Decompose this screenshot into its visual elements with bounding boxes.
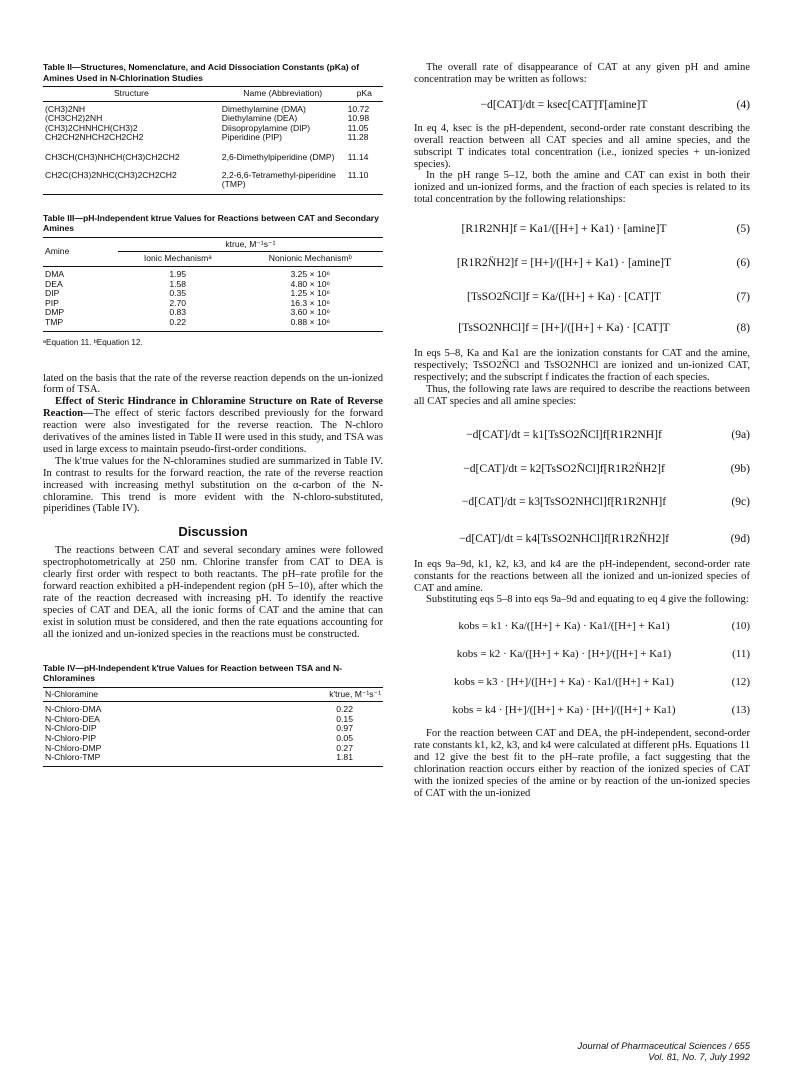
table2-header-pka: pKa xyxy=(356,88,372,98)
right-paragraph-3: In the pH range 5–12, both the amine and CAT can exist in both their ionized and un-ionized forms, and the fraction of each species is related to its total concentration by the following relationships: xyxy=(414,170,750,206)
left-paragraph-1: lated on the basis that the rate of the reverse reaction depends on the un-ionized form of TSA. xyxy=(43,372,383,396)
equation-12 xyxy=(414,676,750,688)
equation-number: (6) xyxy=(736,256,750,270)
equation-9b xyxy=(414,462,750,475)
equation-number: (10) xyxy=(731,620,750,633)
ktrue-cell: 0.05 xyxy=(336,733,353,743)
equation-number: (9d) xyxy=(730,531,750,545)
equation-10 xyxy=(414,620,750,632)
name-cell: Dimethylamine (DMA) xyxy=(221,103,306,114)
table2-caption: Table II—Structures, Nomenclature, and Acid Dissociation Constants (pKa) of Amines Used in N-Chlorination Studies xyxy=(43,62,360,83)
nonionic-cell: 4.80 × 10⁶ xyxy=(290,278,331,289)
right-paragraph-8: For the reaction between CAT and DEA, the pH-independent, second-order rate constants k1, k2, k3, and k4 were calculated at different pHs. Equations 11 and 12 give the best fit to the pH–rate profile, a fact suggesting that the chlorination reaction occurs either by reaction of the ionized species of CAT with the ionized species of the amine or by reaction of the un-ionized species of CAT with the un-ionized xyxy=(414,728,750,799)
equation-number: (13) xyxy=(731,704,750,717)
equation-9c xyxy=(414,495,750,508)
table4-caption: Table IV—pH-Independent k′true Values for Reaction between TSA and N-Chloramines xyxy=(43,662,343,684)
nonionic-cell: 3.60 × 10⁶ xyxy=(290,307,331,318)
table3-header-amine: Amine xyxy=(45,246,70,257)
equation-text: −d[CAT]/dt = k3[TsSO2NHCl]f[R1R2NH]f xyxy=(461,494,667,508)
table-row xyxy=(43,289,383,299)
table-row xyxy=(43,133,383,153)
name-cell: Piperidine (PIP) xyxy=(221,132,282,143)
table2 xyxy=(43,86,383,195)
right-paragraph-6: In eqs 9a–9d, k1, k2, k3, and k4 are the pH-independent, second-order rate constants for the reactions between all the ionized and un-ionized species of CAT and amine. xyxy=(414,558,750,594)
chloramine-cell: N-Chloro-DMP xyxy=(45,742,102,753)
table-row xyxy=(43,266,383,279)
table3-group-header: ktrue, M⁻¹s⁻¹ xyxy=(118,237,383,252)
equation-text: kobs = k1 · Ka/([H+] + Ka) · Ka1/([H+] + Ka1) xyxy=(458,620,670,633)
pka-cell: 11.10 xyxy=(347,169,369,180)
chloramine-cell: N-Chloro-PIP xyxy=(45,733,97,743)
equation-number: (9a) xyxy=(731,427,750,441)
equation-7 xyxy=(414,290,750,303)
table-row xyxy=(43,153,383,171)
chloramine-cell: N-Chloro-DIP xyxy=(45,723,97,734)
amine-cell: DMA xyxy=(45,268,65,279)
chloramine-cell: N-Chloro-DEA xyxy=(45,713,100,724)
equation-number: (5) xyxy=(736,222,750,236)
ktrue-cell: 0.27 xyxy=(336,742,353,753)
equation-text: −d[CAT]/dt = ksec[CAT]T[amine]T xyxy=(480,97,648,111)
pka-cell: 11.14 xyxy=(347,151,369,162)
structure-cell: (CH3)2CHNHCH(CH3)2 xyxy=(45,122,138,133)
right-paragraph-4: In eqs 5–8, Ka and Ka1 are the ionization constants for CAT and the amine, respectively; TsSO2N̄Cl and TsSO2NHCl are ionized and un-ionized CAT, respectively; and the subscript f indicates the fraction of each species. xyxy=(414,348,750,383)
page-footer xyxy=(578,1040,751,1062)
chloramine-cell: N-Chloro-DMA xyxy=(45,704,102,715)
right-column xyxy=(414,62,750,800)
chloramine-cell: N-Chloro-TMP xyxy=(45,752,101,763)
table-row xyxy=(43,280,383,290)
equation-11 xyxy=(414,648,750,660)
table-row xyxy=(43,318,383,331)
structure-cell: (CH3CH2)2NH xyxy=(45,113,103,124)
table4-header-chloramine: N-Chloramine xyxy=(45,688,99,699)
right-paragraph-2: In eq 4, ksec is the pH-dependent, second-order rate constant describing the overall reaction between all CAT species and all amine species, and the subscript T indicates total concentration (i.e., ionized species + un-ionized species). xyxy=(414,122,750,170)
equation-text: −d[CAT]/dt = k4[TsSO2NHCl]f[R1R2N̈H2]f xyxy=(459,531,669,545)
equation-4 xyxy=(414,98,750,111)
structure-cell: CH3CH(CH3)NHCH(CH3)CH2CH2 xyxy=(45,151,180,162)
ktrue-cell: 0.22 xyxy=(336,704,353,715)
name-cell: 2,2-6,6-Tetramethyl-piperidine (TMP) xyxy=(221,169,336,190)
table2-header-name: Name (Abbreviation) xyxy=(243,88,323,98)
table3-header-nonionic: Nonionic Mechanismᵇ xyxy=(268,253,352,264)
table4-header-ktrue: k′true, M⁻¹s⁻¹ xyxy=(329,688,381,699)
equation-text: [R1R2N̈H2]f = [H+]/([H+] + Ka1) · [amine]T xyxy=(456,256,672,270)
table3-caption: Table III—pH-Independent ktrue Values for Reactions between CAT and Secondary Amines xyxy=(43,212,379,234)
table-row xyxy=(43,753,383,766)
subsection-heading: Effect of Steric Hindrance in Chloramine Structure on Rate of Reverse Reaction— xyxy=(43,396,383,420)
nonionic-cell: 16.3 × 10⁶ xyxy=(290,297,331,308)
amine-cell: TMP xyxy=(45,316,64,327)
equation-number: (4) xyxy=(736,97,750,111)
ktrue-cell: 1.81 xyxy=(336,752,353,763)
equation-text: kobs = k3 · [H+]/([H+] + Ka) · Ka1/([H+] + Ka1) xyxy=(454,676,674,689)
equation-text: kobs = k4 · [H+]/([H+] + Ka) · [H+]/([H+] + Ka1) xyxy=(452,704,676,717)
left-column xyxy=(43,62,383,767)
name-cell: Diisopropylamine (DIP) xyxy=(221,122,311,133)
equation-text: −d[CAT]/dt = k2[TsSO2N̄Cl]f[R1R2N̈H2]f xyxy=(463,461,665,475)
nonionic-cell: 3.25 × 10⁶ xyxy=(290,268,331,279)
amine-cell: DEA xyxy=(45,278,63,289)
equation-number: (9b) xyxy=(730,461,750,475)
name-cell: 2,6-Dimethylpiperidine (DMP) xyxy=(221,151,335,162)
ionic-cell: 0.22 xyxy=(169,316,187,327)
amine-cell: PIP xyxy=(45,297,59,308)
ktrue-cell: 0.97 xyxy=(336,723,353,734)
left-paragraph-3: The k′true values for the N-chloramines studied are summarized in Table IV. In contrast to results for the forward reaction, the rate of the reverse reaction increased with increasing methyl substitution on the α-carbon of the N-chloramine. This trend is more evident with the N-chloro-substituted, piperidines (Table IV). xyxy=(43,455,383,515)
amine-cell: DMP xyxy=(45,307,65,318)
structure-cell: CH2CH2NHCH2CH2CH2 xyxy=(45,132,144,143)
equation-8 xyxy=(414,321,750,334)
equation-number: (11) xyxy=(732,648,750,661)
equation-9a xyxy=(414,428,750,441)
equation-13 xyxy=(414,704,750,716)
equation-9d xyxy=(414,532,750,545)
table3 xyxy=(43,237,383,332)
table3-header-ionic: Ionic Mechanismᵃ xyxy=(143,253,212,264)
equation-text: [TsSO2NHCl]f = [H+]/([H+] + Ka) · [CAT]T xyxy=(458,321,670,335)
left-paragraph-2 xyxy=(43,396,383,456)
table-row xyxy=(43,702,383,715)
ionic-cell: 2.70 xyxy=(169,297,187,308)
left-paragraph-4: The reactions between CAT and several secondary amines were followed spectrophotometrically at 250 nm. Chlorine transfer from CAT to DEA is clearly first order with respect to both reactants. The pH–rate profile for the forward reaction exhibited a pH-independent region (pH 5–10), after which the rate of the reaction decreased with increasing pH. To identify the reactive species of CAT and DEA, all the ionic forms of CAT and the amine that can exist in solution must be considered, and then the rate equations accounting for all the ionized and un-ionized species in the reactions must be constructed. xyxy=(43,545,383,640)
subsection-body: The effect of steric factors described previously for the forward reaction were also investigated for the reverse reaction. The N-chloro derivatives of the amines listed in Table II were used in this study, and TSA was used in large excess to maintain pseudo-first-order conditions. xyxy=(43,408,383,455)
equation-number: (9c) xyxy=(731,494,750,508)
volume-line: Vol. 81, No. 7, July 1992 xyxy=(648,1051,750,1062)
table-row xyxy=(43,171,383,195)
pka-cell: 10.98 xyxy=(347,113,370,124)
right-paragraph-1: The overall rate of disappearance of CAT at any given pH and amine concentration may be written as follows: xyxy=(414,62,750,85)
equation-text: [R1R2NH]f = Ka1/([H+] + Ka1) · [amine]T xyxy=(461,222,667,236)
equation-text: [TsSO2N̄Cl]f = Ka/([H+] + Ka) · [CAT]T xyxy=(467,290,661,304)
equation-number: (12) xyxy=(731,676,750,689)
equation-6 xyxy=(414,256,750,269)
ionic-cell: 0.35 xyxy=(169,288,187,299)
nonionic-cell: 1.25 × 10⁶ xyxy=(290,288,331,299)
table4 xyxy=(43,687,383,767)
amine-cell: DIP xyxy=(45,288,60,299)
equation-text: −d[CAT]/dt = k1[TsSO2N̄Cl]f[R1R2NH]f xyxy=(466,427,662,441)
structure-cell: CH2C(CH3)2NHC(CH3)2CH2CH2 xyxy=(45,169,177,180)
structure-cell: (CH3)2NH xyxy=(45,103,86,114)
right-paragraph-7: Substituting eqs 5–8 into eqs 9a–9d and equating to eq 4 give the following: xyxy=(426,594,749,606)
equation-text: kobs = k2 · Ka/([H+] + Ka) · [H+]/([H+] + Ka1) xyxy=(456,648,672,661)
ionic-cell: 1.95 xyxy=(169,268,187,279)
equation-number: (7) xyxy=(736,290,750,304)
table-row xyxy=(43,299,383,309)
ionic-cell: 1.58 xyxy=(169,278,187,289)
right-paragraph-5: Thus, the following rate laws are required to describe the reactions between all CAT species and all amine species: xyxy=(414,383,750,407)
pka-cell: 11.05 xyxy=(347,122,369,133)
journal-line: Journal of Pharmaceutical Sciences / 655 xyxy=(577,1040,750,1051)
pka-cell: 10.72 xyxy=(347,103,370,114)
equation-5 xyxy=(414,222,750,235)
discussion-heading: Discussion xyxy=(178,524,248,540)
table3-footnote: ᵃEquation 11. ᵇEquation 12. xyxy=(43,337,143,347)
table-row xyxy=(43,308,383,318)
table2-header-structure: Structure xyxy=(113,88,149,98)
name-cell: Diethylamine (DEA) xyxy=(221,113,298,124)
ktrue-cell: 0.15 xyxy=(336,713,353,724)
equation-number: (8) xyxy=(736,321,750,335)
nonionic-cell: 0.88 × 10⁶ xyxy=(290,316,331,327)
ionic-cell: 0.83 xyxy=(169,307,187,318)
pka-cell: 11.28 xyxy=(347,132,369,143)
